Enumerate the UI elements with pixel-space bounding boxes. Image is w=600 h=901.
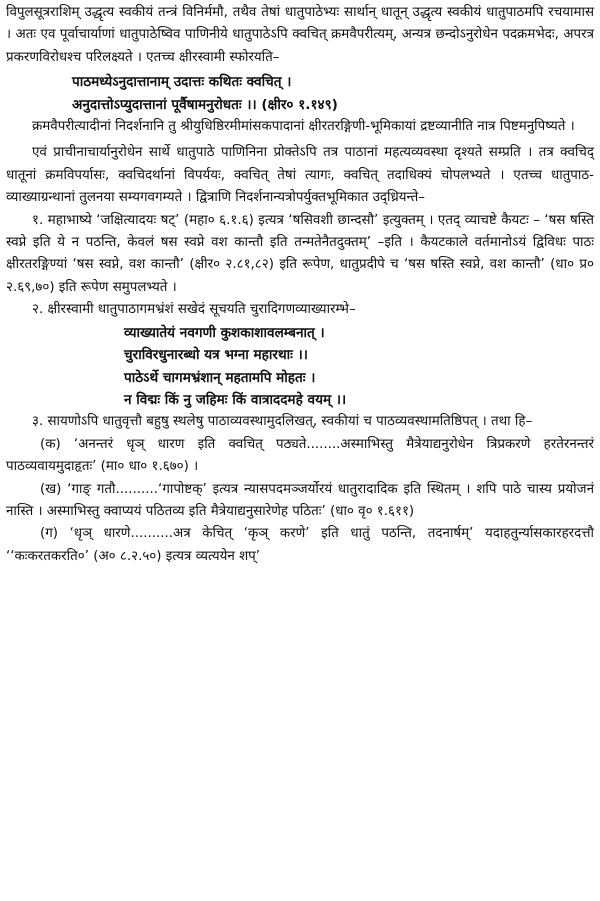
paragraph-2: क्रमवैपरीत्यादीनां निदर्शनानि तु श्रीयुधिष्ठिरमीमांसकपादानां क्षीरतरङ्गिणी-भूमिकायां द्रष्टव्यानीति नात्र पिष्टमनुपिष्यते । bbox=[32, 119, 575, 135]
verse-2-line-4: न विद्मः किं नु जहिमः किं वात्राददमहे वयम् ।। bbox=[124, 391, 347, 408]
verse-2-line-2: चुराविरधुनारब्धो यत्र भग्ना महारथाः ।। bbox=[124, 347, 308, 364]
verse-1-line-1: पाठमध्येऽनुदात्तानाम् उदात्तः कथितः क्वचित् । bbox=[72, 74, 292, 91]
list-item-3: ३. सायणोऽपि धातुवृत्तौ बहुषु स्थलेषु पाठाव्यवस्थामुदलिखत्, स्वकीयां च पाठव्यवस्थामतिष्ठिपत् । तथा हि– bbox=[32, 414, 533, 430]
sub-item-ga: (ग) ‘धृञ् धारणे..........अत्र केचित् ‘कृञ् करणे’ इति धातुं पठन्ति, तदनार्षम्’ यदाहतुर्न्यासकारहरदत्तौ ‘‘कःकरतकरति०’ (अ० ८.२.५०) इत्यत्र व्यत्ययेन शप्’ bbox=[6, 526, 594, 564]
paragraph-3: एवं प्राचीनाचार्यानुरोधेन सार्थे धातुपाठे पाणिनिना प्रोक्तेऽपि तत्र पाठानां महत्यव्यवस्था दृश्यते सम्प्रति । तत्र क्वचिद् धातूनां क्रमविपर्यासः, क्वचिदर्थानां विपर्ययः, क्वचित् तेषां त्यागः, क्वचित् तदाधिक्यं चोपलभ्यते । एतच्च धातुपाठ-व्याख्याग्रन्थानां तुलनया सम्यगवगम्यते । द्वित्राणि निदर्शनान्यत्रोपर्युक्तभूमिकात उद्‌ध्रियन्ते– bbox=[6, 145, 594, 206]
sub-item-kha: (ख) ‘गाङ् गतौ..........‘गापोष्टक्’ इत्यत्र न्यासपदमञ्जर्योरयं धातुरादादिक इति स्थितम् । शपि पाठे चास्य प्रयोजनं नास्ति । अस्माभिस्तु क्वाप्ययं पठितव्य इति मैत्रेयाद्यनुसारेणेह पठितः’ (धा० वृ० १.६११) bbox=[6, 481, 594, 519]
verse-2-line-3: पाठेऽर्थे चागमभ्रंशान् महतामपि मोहतः । bbox=[124, 369, 316, 386]
list-item-2: २. क्षीरस्वामी धातुपाठागमभ्रंशं सखेदं सूचयति चुरादिगणव्याख्यारम्भे– bbox=[32, 302, 356, 318]
paragraph-1: विपुलसूत्रराशिम् उद्धृत्य स्वकीयं तन्त्रं विनिर्ममौ, तथैव तेषां धातुपाठेभ्यः सार्थान् धातून् उद्धृत्य स्वकीयं धातुपाठमपि रचयामास । अतः एव पूर्वाचार्याणां धातुपाठेष्विव पाणिनीये धातुपाठेऽपि क्वचित् क्रमवैपरीत्यम्, अन्यत्र छन्दोऽनुरोधेन पदक्रमभेदः, अपरत्र प्रकरणविरोधश्च परिलक्ष्यते । एतच्च क्षीरस्वामी स्फोरयति– bbox=[6, 5, 594, 65]
list-item-1: १. महाभाष्ये ‘जक्षित्यादयः षट्’ (महा० ६.१.६) इत्यत्र ‘षसिवशी छान्दसौ’ इत्युक्तम् । एतद् व्याचष्टे कैयटः – ‘षस षस्ति स्वप्ने इति ये न पठन्ति, केवलं षस स्वप्ने वश कान्तौ इति तन्मतेनैतदुक्तम्’ –इति । कैयटकाले वर्तमानोऽयं द्विविधः पाठः क्षीरतरङ्गिण्यां ‘षस स्वप्ने, वश कान्तौ’ (क्षीर० २.८१,८२) इति रूपेण, धातुप्रदीपे च ‘षस षस्ति स्वप्ने, वश कान्तौ’ (धा० प्र० २.६९,७०) इति रूपेण समुपलभ्यते । bbox=[6, 212, 594, 295]
verse-1-line-2: अनुदात्तोऽप्युदात्तानां पूर्वैषामनुरोधतः ।। (क्षीर० १.१४९) bbox=[72, 96, 338, 113]
verse-2-line-1: व्याख्यातेयं नवगणी कुशकाशावलम्बनात् । bbox=[124, 324, 325, 341]
sub-item-ka: (क) ‘अनन्तरं धृञ् धारण इति क्वचित् पठ्यते........अस्माभिस्तु मैत्रेयाद्यनुरोधेन त्रिप्रकरणे हरतेरनन्तरं पाठव्यवायमुदाहृतः’ (मा० धा० १.६७०) । bbox=[6, 436, 594, 475]
